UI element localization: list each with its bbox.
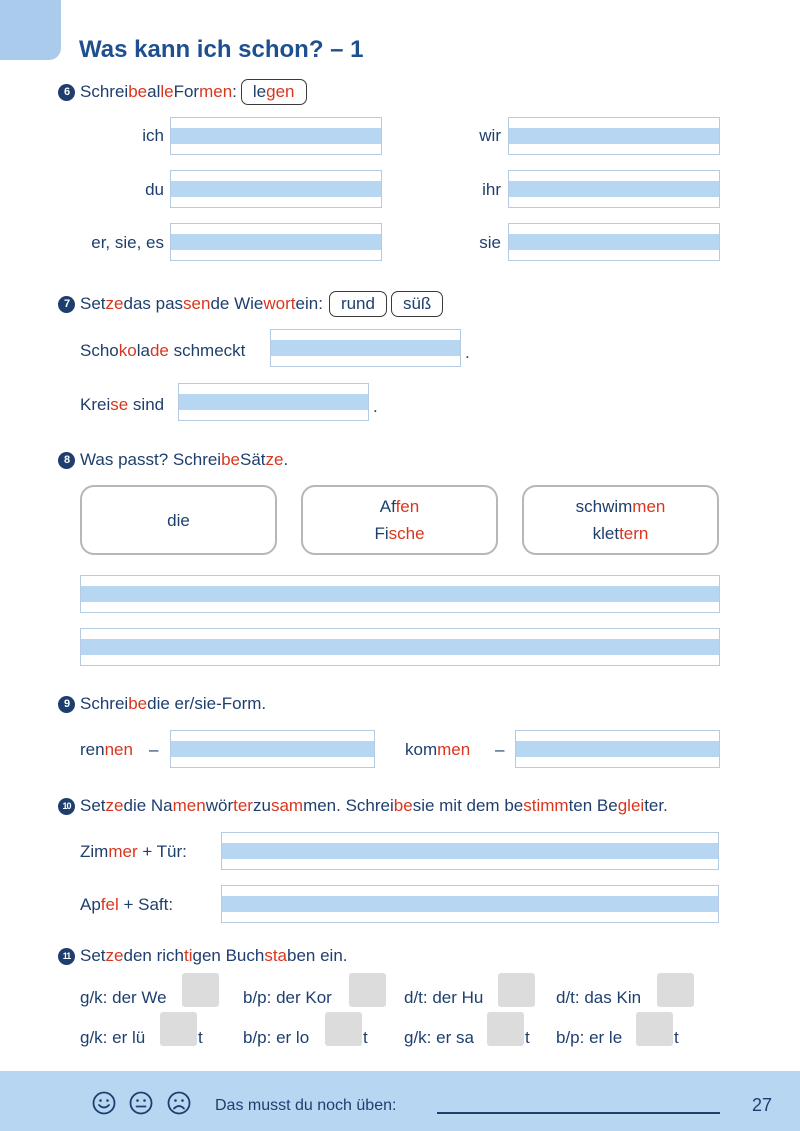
gap-suffix: t <box>674 1028 679 1047</box>
write-line-ich[interactable] <box>170 117 382 155</box>
exercise-9-heading <box>58 694 266 714</box>
exercise-11-heading <box>58 946 348 966</box>
compound-zimmer-tuer <box>80 842 187 862</box>
word-part: sche <box>388 524 425 543</box>
write-line-kreise[interactable] <box>178 383 369 421</box>
sent-part: schmeckt <box>168 341 246 360</box>
corner-tab <box>0 0 61 60</box>
instr-part: Schrei <box>80 82 129 101</box>
write-line-sentence-2[interactable] <box>80 628 720 666</box>
write-line-schokolade[interactable] <box>270 329 461 367</box>
instr-part: Was passt? Schrei <box>80 450 222 469</box>
word-part: men <box>632 497 666 516</box>
sent-part: de <box>149 341 169 360</box>
instr-part: ter. <box>644 796 668 815</box>
verb-part: le <box>252 82 267 101</box>
neutral-face-icon[interactable] <box>129 1091 153 1115</box>
compound-apfel-saft <box>80 895 173 915</box>
exercise-10-heading <box>58 796 668 816</box>
exercise-6-heading <box>58 79 307 105</box>
sentence-schokolade <box>80 341 245 361</box>
instr-part: al <box>147 82 161 101</box>
pronoun-sie: sie <box>479 233 501 252</box>
verb-part: gen <box>266 82 295 101</box>
choice-box-rund: rund <box>329 291 387 317</box>
card-word-schwimmen <box>576 493 666 520</box>
gap-item-korb: b/p: der Kor <box>243 988 332 1007</box>
instr-part: zu <box>252 796 271 815</box>
exercise-number-9: 9 <box>58 696 75 713</box>
gap-item-weg: g/k: der We <box>80 988 167 1007</box>
word-part: + Tür: <box>137 842 187 861</box>
instr-part: ter <box>233 796 253 815</box>
gap-item-hund: d/t: der Hu <box>404 988 484 1007</box>
instr-part: Set <box>80 294 106 313</box>
gap-item-sagt: g/k: er sa <box>404 1028 474 1047</box>
word-part: + Saft: <box>118 895 174 914</box>
exercise-number-6: 6 <box>58 84 75 101</box>
instr-part: ze <box>105 946 124 965</box>
letter-gap[interactable] <box>636 1012 673 1046</box>
instr-part: ten Be <box>568 796 618 815</box>
instr-part: sta <box>264 946 288 965</box>
instr-part: die Na <box>123 796 173 815</box>
write-line-apfelsaft[interactable] <box>221 885 719 923</box>
instr-part: Sät <box>240 450 266 469</box>
instr-part: ben ein. <box>287 946 348 965</box>
word-card-article <box>80 485 277 555</box>
pronoun-er-sie-es: er, sie, es <box>91 233 164 252</box>
sent-part: se <box>110 395 129 414</box>
word-part: Zim <box>80 842 109 861</box>
instr-part: de Wie <box>210 294 264 313</box>
pronoun-ich: ich <box>142 126 164 145</box>
exercise-7-heading <box>58 291 443 317</box>
instr-part: den rich <box>123 946 184 965</box>
gap-suffix: t <box>363 1028 368 1047</box>
write-line-sie[interactable] <box>508 223 720 261</box>
verb-part: nen <box>104 740 133 759</box>
word-part: fel <box>100 895 119 914</box>
sent-part: Krei <box>80 395 111 414</box>
word-card-verbs <box>522 485 719 555</box>
write-line-zimmertuer[interactable] <box>221 832 719 870</box>
sent-part: ko <box>118 341 137 360</box>
pronoun-ihr: ihr <box>482 180 501 199</box>
instr-part: ze <box>105 294 124 313</box>
write-line-rennen[interactable] <box>170 730 375 768</box>
write-line-sentence-1[interactable] <box>80 575 720 613</box>
word-part: tern <box>619 524 649 543</box>
letter-gap[interactable] <box>182 973 219 1007</box>
write-line-kommen[interactable] <box>515 730 720 768</box>
sent-part: la <box>136 341 150 360</box>
happy-face-icon[interactable] <box>92 1091 116 1115</box>
card-word-affen <box>380 493 419 520</box>
gap-suffix: t <box>525 1028 530 1047</box>
instr-part: ein: <box>295 294 323 313</box>
verb-kommen <box>405 740 470 760</box>
choice-box-suess: süß <box>391 291 443 317</box>
write-line-ihr[interactable] <box>508 170 720 208</box>
write-line-wir[interactable] <box>508 117 720 155</box>
instr-part: : <box>232 82 237 101</box>
word-part: mer <box>108 842 138 861</box>
gap-item-lobt: b/p: er lo <box>243 1028 310 1047</box>
verb-box-legen <box>241 79 307 105</box>
page-title: Was kann ich schon? – 1 <box>79 36 364 63</box>
exercise-number-10: 10 <box>58 798 75 815</box>
instr-part: stimm <box>523 796 569 815</box>
verb-part: men <box>437 740 471 759</box>
letter-gap[interactable] <box>487 1012 524 1046</box>
instr-part: die er/sie-Form. <box>147 694 267 713</box>
period-2: . <box>373 397 378 416</box>
instr-part: For <box>173 82 200 101</box>
word-card-nouns <box>301 485 498 555</box>
practice-answer-line[interactable] <box>437 1112 720 1114</box>
write-line-du[interactable] <box>170 170 382 208</box>
word-part: klet <box>592 524 620 543</box>
word-part: fen <box>395 497 420 516</box>
instr-part: men <box>172 796 206 815</box>
gap-item-kind: d/t: das Kin <box>556 988 642 1007</box>
write-line-er-sie-es[interactable] <box>170 223 382 261</box>
instr-part: be <box>221 450 241 469</box>
exercise-number-7: 7 <box>58 296 75 313</box>
gap-item-lebt: b/p: er le <box>556 1028 623 1047</box>
instr-part: sen <box>183 294 211 313</box>
instr-part: le <box>160 82 174 101</box>
instr-part: Set <box>80 946 106 965</box>
instr-part: wort <box>263 294 296 313</box>
word-part: Af <box>379 497 396 516</box>
sent-part: Scho <box>80 341 119 360</box>
letter-gap[interactable] <box>498 973 535 1007</box>
verb-part: ren <box>80 740 105 759</box>
sentence-kreise <box>80 395 164 415</box>
sad-face-icon[interactable] <box>167 1091 191 1115</box>
instr-part: . <box>283 450 289 469</box>
instr-part: ze <box>265 450 284 469</box>
period-1: . <box>465 343 470 362</box>
instr-part: glei <box>617 796 645 815</box>
card-word-fische <box>374 520 424 547</box>
instr-part: gen Buch <box>192 946 265 965</box>
letter-gap[interactable] <box>349 973 386 1007</box>
word-part: schwim <box>575 497 633 516</box>
instr-part: Set <box>80 796 106 815</box>
page-number: 27 <box>752 1095 773 1115</box>
instr-part: men <box>199 82 233 101</box>
instr-part: men. Schrei <box>303 796 394 815</box>
gap-suffix: t <box>198 1028 203 1047</box>
pronoun-du: du <box>145 180 164 199</box>
instr-part: be <box>393 796 413 815</box>
exercise-8-heading <box>58 450 288 470</box>
instr-part: Schrei <box>80 694 129 713</box>
letter-gap[interactable] <box>160 1012 197 1046</box>
sent-part: sind <box>128 395 165 414</box>
instr-part: be <box>128 694 148 713</box>
exercise-number-11: 11 <box>58 948 75 965</box>
word-part: Ap <box>80 895 101 914</box>
pronoun-wir: wir <box>479 126 501 145</box>
instr-part: ze <box>105 796 124 815</box>
footer-band <box>0 1071 800 1131</box>
card-word-klettern <box>593 520 649 547</box>
card-word: die <box>167 510 190 530</box>
instr-part: wör <box>205 796 234 815</box>
instr-part: ti <box>183 946 193 965</box>
dash-1: – <box>149 740 159 759</box>
dash-2: – <box>495 740 505 759</box>
verb-rennen <box>80 740 133 760</box>
instr-part: sam <box>270 796 304 815</box>
verb-part: kom <box>405 740 438 759</box>
instr-part: sie mit dem be <box>412 796 524 815</box>
letter-gap[interactable] <box>325 1012 362 1046</box>
exercise-number-8: 8 <box>58 452 75 469</box>
gap-item-luegt: g/k: er lü <box>80 1028 146 1047</box>
instr-part: das pas <box>123 294 184 313</box>
letter-gap[interactable] <box>657 973 694 1007</box>
word-part: Fi <box>374 524 389 543</box>
instr-part: be <box>128 82 148 101</box>
practice-label: Das musst du noch üben: <box>215 1097 397 1114</box>
